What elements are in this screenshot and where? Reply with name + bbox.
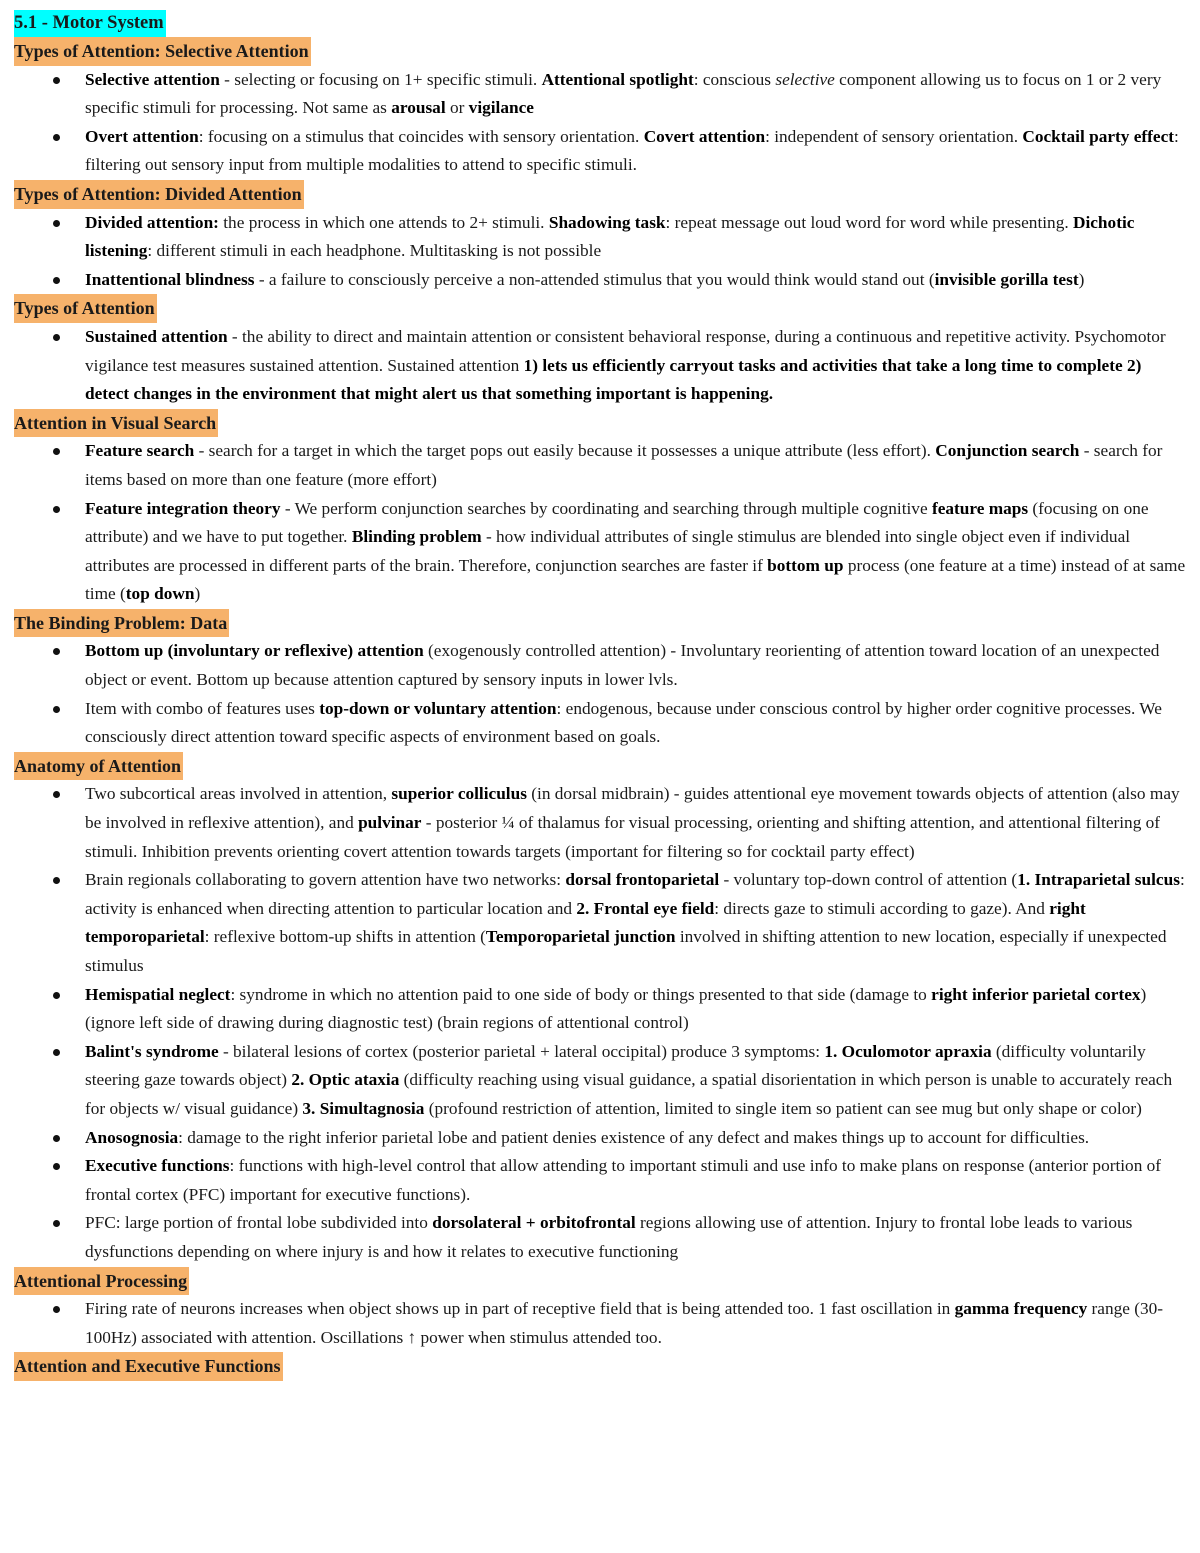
bold-term: Cocktail party effect [1022, 126, 1174, 146]
bold-term: right temporoparietal [85, 898, 1086, 947]
bullet-item [14, 866, 1186, 980]
bold-term: Anosognosia [85, 1127, 179, 1147]
bold-term: Dichotic listening [85, 212, 1135, 261]
bold-term: Feature integration theory [85, 498, 281, 518]
bold-term: Shadowing task [548, 212, 666, 232]
bold-term: 1) lets us efficiently carryout tasks and activities that take a long time to complete 2) detect changes in the environment that might alert us that something important is happening. [85, 355, 1142, 404]
bold-term: Conjunction search [935, 441, 1080, 461]
bold-term: 1. Oculomotor apraxia [824, 1041, 992, 1061]
item-text: - bilateral lesions of cortex (posterior parietal + lateral occipital) produce 3 symptoms: [218, 1041, 825, 1061]
bold-term: pulvinar [358, 813, 422, 833]
section-heading-line [14, 180, 1186, 209]
bullet-item [14, 437, 1186, 494]
bullet-item [14, 1124, 1186, 1153]
item-text: : activity is enhanced when directing attention to particular location and [85, 870, 1185, 918]
item-text: - the ability to direct and maintain attention or consistent behavioral response, during a continuous and repetitive activity. Psychomotor vigilance test measures sustained attention. Sustained attention [85, 326, 1166, 375]
item-text: - search for items based on more than one feature (more effort) [85, 441, 1163, 489]
bold-term: Balint's syndrome [85, 1041, 219, 1061]
bold-term: invisible gorilla test [934, 269, 1079, 289]
bold-term: gamma frequency [954, 1299, 1088, 1319]
bold-term: Hemispatial neglect [85, 984, 231, 1004]
bold-term: 1. Intraparietal sulcus [1017, 870, 1180, 890]
bold-term: Executive functions [85, 1156, 230, 1176]
item-text: : functions with high-level control that allow attending to important stimuli and use info to make plans on response (anterior portion of frontal cortex (PFC) important for executive functions). [85, 1156, 1162, 1204]
bullet-item [14, 1152, 1186, 1209]
item-text: : independent of sensory orientation. [765, 126, 1023, 146]
document-title-line [14, 10, 1186, 37]
bullet-list [14, 637, 1186, 751]
item-text: ) [194, 584, 201, 604]
bullet-item [14, 266, 1186, 295]
bold-term: top down [125, 584, 195, 604]
item-text: - We perform conjunction searches by coordinating and searching through multiple cognitive [280, 498, 932, 518]
item-text: Two subcortical areas involved in attention, [85, 784, 392, 804]
item-text: (profound restriction of attention, limited to single item so patient can see mug but only shape or color) [424, 1098, 1142, 1118]
item-text: (exogenously controlled attention) - Involuntary reorienting of attention toward location of an unexpected object or event. Bottom up because attention captured by sensory inputs in lower lvls. [85, 641, 1160, 690]
bullet-item [14, 637, 1186, 694]
item-text: (difficulty reaching using visual guidance, a spatial disorientation in which person is unable to accurately reach for objects w/ visual guidance) [85, 1070, 1173, 1118]
bullet-list [14, 66, 1186, 180]
section-heading-line [14, 1352, 1186, 1381]
item-text: : damage to the right inferior parietal lobe and patient denies existence of any defect and makes things up to account for difficulties. [178, 1127, 1090, 1147]
italic-text: selective [775, 69, 835, 89]
bold-term: 2. Frontal eye field [576, 898, 715, 918]
bullet-item [14, 323, 1186, 409]
item-text: or [445, 98, 469, 118]
section [14, 409, 1186, 609]
bold-term: arousal [391, 98, 446, 118]
bullet-item [14, 695, 1186, 752]
section-heading: Attentional Processing [14, 1267, 189, 1296]
bullet-list [14, 780, 1186, 1266]
item-text: process (one feature at a time) instead of at same time ( [85, 555, 1186, 604]
item-text: (in dorsal midbrain) - guides attentional eye movement towards objects of attention (also may be involved in reflexive attention), and [85, 784, 1180, 833]
bullet-item [14, 1209, 1186, 1266]
section-heading: The Binding Problem: Data [14, 609, 229, 638]
item-text: : filtering out sensory input from multiple modalities to attend to specific stimuli. [85, 126, 1179, 175]
item-text: : syndrome in which no attention paid to one side of body or things presented to that side (damage to [230, 984, 932, 1004]
bold-term: Overt attention [85, 126, 199, 146]
bold-term: vigilance [468, 98, 534, 118]
section [14, 294, 1186, 408]
section [14, 609, 1186, 752]
section [14, 1267, 1186, 1353]
bullet-list [14, 323, 1186, 409]
item-text: - search for a target in which the target pops out easily because it possesses a unique attribute (less effort). [194, 441, 936, 461]
bullet-list [14, 1295, 1186, 1352]
bold-term: Sustained attention [85, 326, 228, 346]
item-text: regions allowing use of attention. Injury to frontal lobe leads to various dysfunctions depending on where injury is and how it relates to executive functioning [85, 1213, 1133, 1261]
item-text: ) [1078, 269, 1085, 289]
bold-term: Inattentional blindness [85, 269, 255, 289]
section-heading-line [14, 409, 1186, 438]
bold-term: feature maps [931, 498, 1029, 518]
section-heading-line [14, 1267, 1186, 1296]
bold-term: right inferior parietal cortex [931, 984, 1141, 1004]
item-text: - selecting or focusing on 1+ specific stimuli. [219, 69, 542, 89]
item-text: Brain regionals collaborating to govern attention have two networks: [85, 870, 566, 890]
bullet-item [14, 1295, 1186, 1352]
item-text: : repeat message out loud word for word while presenting. [665, 212, 1073, 232]
bullet-item [14, 1038, 1186, 1124]
bold-term: 3. Simultagnosia [302, 1098, 425, 1118]
item-text: range (30-100Hz) associated with attention. Oscillations ↑ power when stimulus attended too. [85, 1299, 1164, 1347]
document-title: 5.1 - Motor System [14, 10, 166, 37]
section-heading: Attention and Executive Functions [14, 1352, 283, 1381]
notes-body [14, 37, 1186, 1381]
item-text: involved in shifting attention to new location, especially if unexpected stimulus [85, 927, 1167, 975]
item-text: : endogenous, because under conscious control by higher order cognitive processes. We consciously direct attention toward specific aspects of environment based on goals. [85, 698, 1162, 747]
section [14, 180, 1186, 294]
item-text: ) (ignore left side of drawing during diagnostic test) (brain regions of attentional control) [85, 984, 1147, 1033]
item-text: : conscious [693, 69, 776, 89]
bold-term: top-down or voluntary attention [319, 698, 557, 718]
bold-term: dorsolateral + orbitofrontal [432, 1213, 636, 1233]
bold-term: Attentional spotlight [541, 69, 694, 89]
item-text: - how individual attributes of single stimulus are blended into single object even if individual attributes are processed in different parts of the brain. Therefore, conjunction searches are faster if [85, 527, 1131, 575]
item-text: component allowing us to focus on 1 or 2 very specific stimuli for processing. Not same as [85, 69, 1162, 118]
item-text: : different stimuli in each headphone. Multitasking is not possible [147, 241, 602, 261]
section [14, 752, 1186, 1267]
bold-term: 2. Optic ataxia [291, 1070, 400, 1090]
item-text: Item with combo of features uses [85, 698, 320, 718]
item-text: - voluntary top-down control of attention ( [719, 870, 1018, 890]
section-heading-line [14, 37, 1186, 66]
item-text: : directs gaze to stimuli according to gaze). And [714, 898, 1050, 918]
section-heading: Types of Attention: Selective Attention [14, 37, 311, 66]
item-text: : reflexive bottom-up shifts in attention ( [204, 927, 486, 947]
section-heading: Anatomy of Attention [14, 752, 183, 781]
bold-term: bottom up [767, 555, 844, 575]
bold-term: Selective attention [85, 69, 220, 89]
bullet-item [14, 780, 1186, 866]
item-text: Firing rate of neurons increases when object shows up in part of receptive field that is being attended too. 1 fast oscillation in [85, 1299, 955, 1319]
bold-term: Blinding problem [351, 527, 482, 547]
section-heading-line [14, 609, 1186, 638]
item-text: - a failure to consciously perceive a non-attended stimulus that you would think would stand out ( [254, 269, 935, 289]
bullet-item [14, 66, 1186, 123]
bold-term: dorsal frontoparietal [565, 870, 720, 890]
bullet-item [14, 123, 1186, 180]
bullet-item [14, 495, 1186, 609]
bold-term: Feature search [85, 441, 195, 461]
bullet-list [14, 209, 1186, 295]
section-heading-line [14, 294, 1186, 323]
bold-term: Bottom up (involuntary or reflexive) attention [85, 641, 424, 661]
bold-term: superior colliculus [391, 784, 527, 804]
section-heading: Attention in Visual Search [14, 409, 218, 438]
section [14, 1352, 1186, 1381]
bullet-item [14, 209, 1186, 266]
bold-term: Covert attention [643, 126, 766, 146]
section-heading-line [14, 752, 1186, 781]
section-heading: Types of Attention: Divided Attention [14, 180, 304, 209]
section [14, 37, 1186, 180]
item-text: - posterior ¼ of thalamus for visual processing, orienting and shifting attention, and attentional filtering of stimuli. Inhibition prevents orienting covert attention towards targets (important for filtering so for cocktail party effect) [85, 813, 1161, 861]
item-text: : focusing on a stimulus that coincides with sensory orientation. [198, 126, 644, 146]
item-text: (focusing on one attribute) and we have to put together. [85, 498, 1149, 547]
bullet-list [14, 437, 1186, 609]
item-text: the process in which one attends to 2+ stimuli. [218, 212, 549, 232]
item-text: (difficulty voluntarily steering gaze towards object) [85, 1041, 1146, 1090]
bold-term: Temporoparietal junction [485, 927, 676, 947]
item-text: PFC: large portion of frontal lobe subdivided into [85, 1213, 433, 1233]
section-heading: Types of Attention [14, 294, 157, 323]
bullet-item [14, 981, 1186, 1038]
bold-term: Divided attention: [85, 212, 219, 232]
